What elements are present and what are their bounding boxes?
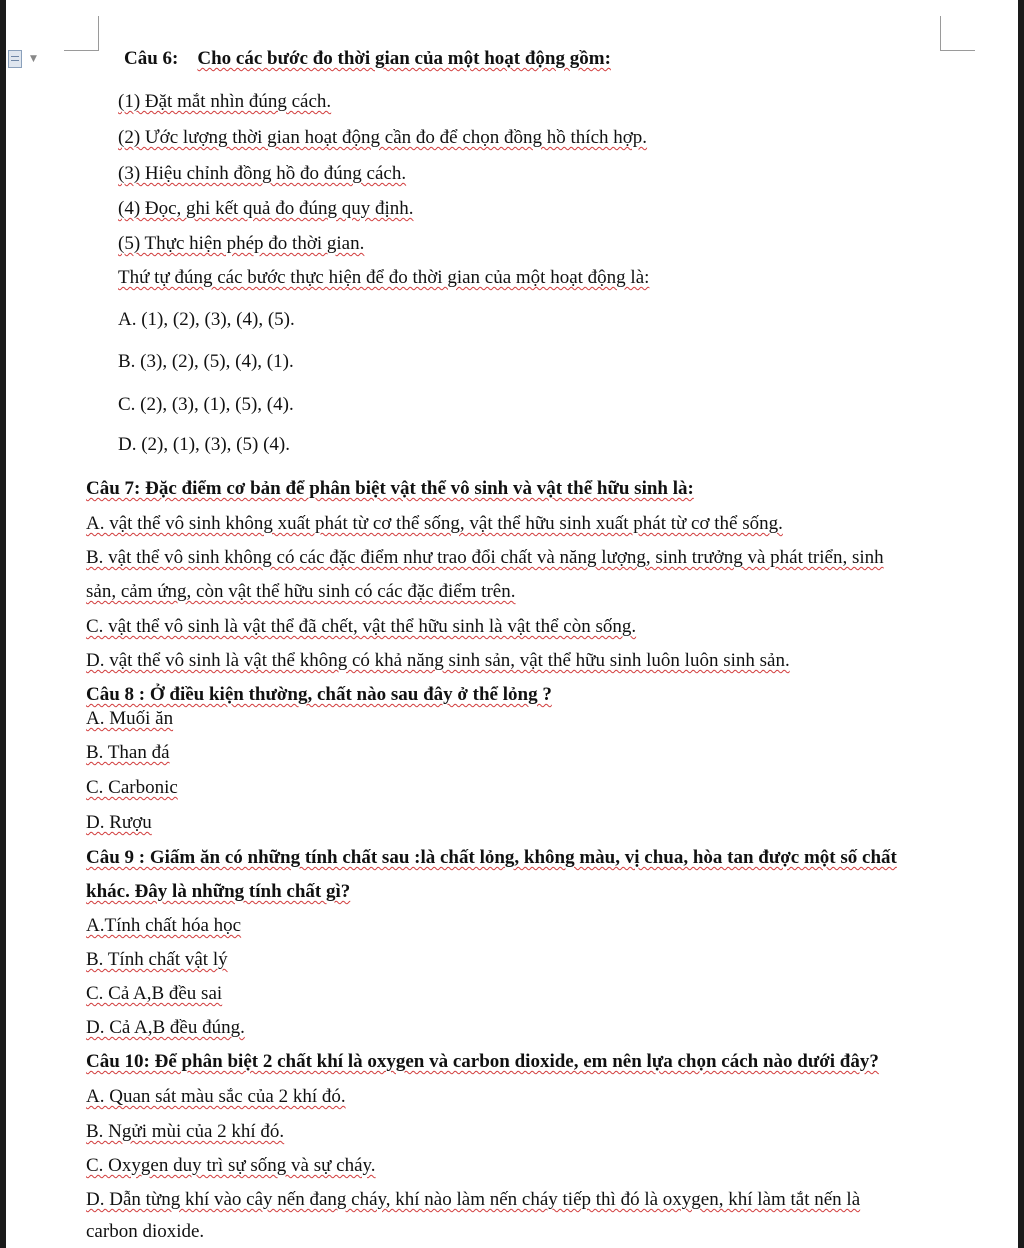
- question-6-stem: Cho các bước đo thời gian của một hoạt động gồm:: [197, 48, 611, 69]
- question-8-option-a: A. Muối ăn: [86, 708, 174, 729]
- question-6-prompt: Thứ tự đúng các bước thực hiện để đo thời gian của một hoạt động là:: [118, 267, 650, 288]
- question-10-option-d: D. Dẫn từng khí vào cây nến đang cháy, khí nào làm nến cháy tiếp thì đó là oxygen, khí làm tắt nến là: [86, 1189, 861, 1210]
- question-6-step-3: (3) Hiệu chỉnh đồng hồ đo đúng cách.: [118, 163, 407, 184]
- question-6-step-5: (5) Thực hiện phép đo thời gian.: [118, 233, 365, 254]
- question-8-option-d: D. Rượu: [86, 812, 152, 833]
- question-6-option-d: D. (2), (1), (3), (5) (4).: [118, 434, 290, 455]
- question-6-heading: [124, 47, 611, 71]
- question-10-option-a: A. Quan sát màu sắc của 2 khí đó.: [86, 1086, 346, 1107]
- question-9-option-c: C. Cả A,B đều sai: [86, 983, 223, 1004]
- question-6-step-4: (4) Đọc, ghi kết quả đo đúng quy định.: [118, 198, 414, 219]
- margin-corner-top-right: [940, 16, 975, 51]
- question-9-title-cont: khác. Đây là những tính chất gì?: [86, 881, 351, 902]
- question-9-title: Câu 9 : Giấm ăn có những tính chất sau :là chất lỏng, không màu, vị chua, hòa tan được một số chất: [86, 847, 897, 868]
- question-9-option-b: B. Tính chất vật lý: [86, 949, 228, 970]
- question-7-option-b: B. vật thể vô sinh không có các đặc điểm như trao đổi chất và năng lượng, sinh trưởng và phát triển, sinh: [86, 547, 884, 568]
- chevron-down-icon[interactable]: ▼: [30, 54, 37, 64]
- question-6-option-c: C. (2), (3), (1), (5), (4).: [118, 394, 294, 415]
- question-10-option-c: C. Oxygen duy trì sự sống và sự cháy.: [86, 1155, 376, 1176]
- question-7-title: Câu 7: Đặc điểm cơ bản để phân biệt vật thể vô sinh và vật thể hữu sinh là:: [86, 478, 694, 499]
- question-6-title: Câu 6:: [124, 48, 179, 69]
- question-7-option-a: A. vật thể vô sinh không xuất phát từ cơ thể sống, vật thể hữu sinh xuất phát từ cơ thể sống.: [86, 513, 783, 534]
- question-7-option-b-cont: sản, cảm ứng, còn vật thể hữu sinh có các đặc điểm trên.: [86, 581, 516, 602]
- question-10-title: Câu 10: Để phân biệt 2 chất khí là oxygen và carbon dioxide, em nên lựa chọn cách nào dưới đây?: [86, 1051, 879, 1072]
- question-8-title: Câu 8 : Ở điều kiện thường, chất nào sau đây ở thể lỏng ?: [86, 684, 552, 705]
- question-7-option-d: D. vật thể vô sinh là vật thể không có khả năng sinh sản, vật thể hữu sinh luôn luôn sinh sản.: [86, 650, 790, 671]
- question-8-option-c: C. Carbonic: [86, 777, 178, 798]
- question-6-step-1: (1) Đặt mắt nhìn đúng cách.: [118, 91, 332, 112]
- question-9-option-d: D. Cả A,B đều đúng.: [86, 1017, 245, 1038]
- margin-corner-top-left: [64, 16, 99, 51]
- question-9-option-a: A.Tính chất hóa học: [86, 915, 242, 936]
- question-8-option-b: B. Than đá: [86, 742, 170, 763]
- question-10-option-d-cont: carbon dioxide.: [86, 1221, 205, 1242]
- document-page[interactable]: [6, 0, 1018, 1248]
- document-icon[interactable]: [8, 50, 22, 68]
- question-6-option-b: B. (3), (2), (5), (4), (1).: [118, 351, 294, 372]
- question-6-step-2: (2) Ước lượng thời gian hoạt động cần đo để chọn đồng hồ thích hợp.: [118, 127, 648, 148]
- question-10-option-b: B. Ngửi mùi của 2 khí đó.: [86, 1121, 285, 1142]
- window-frame-right: [1018, 0, 1024, 1248]
- question-6-option-a: A. (1), (2), (3), (4), (5).: [118, 309, 295, 330]
- question-7-option-c: C. vật thể vô sinh là vật thể đã chết, vật thể hữu sinh là vật thể còn sống.: [86, 616, 637, 637]
